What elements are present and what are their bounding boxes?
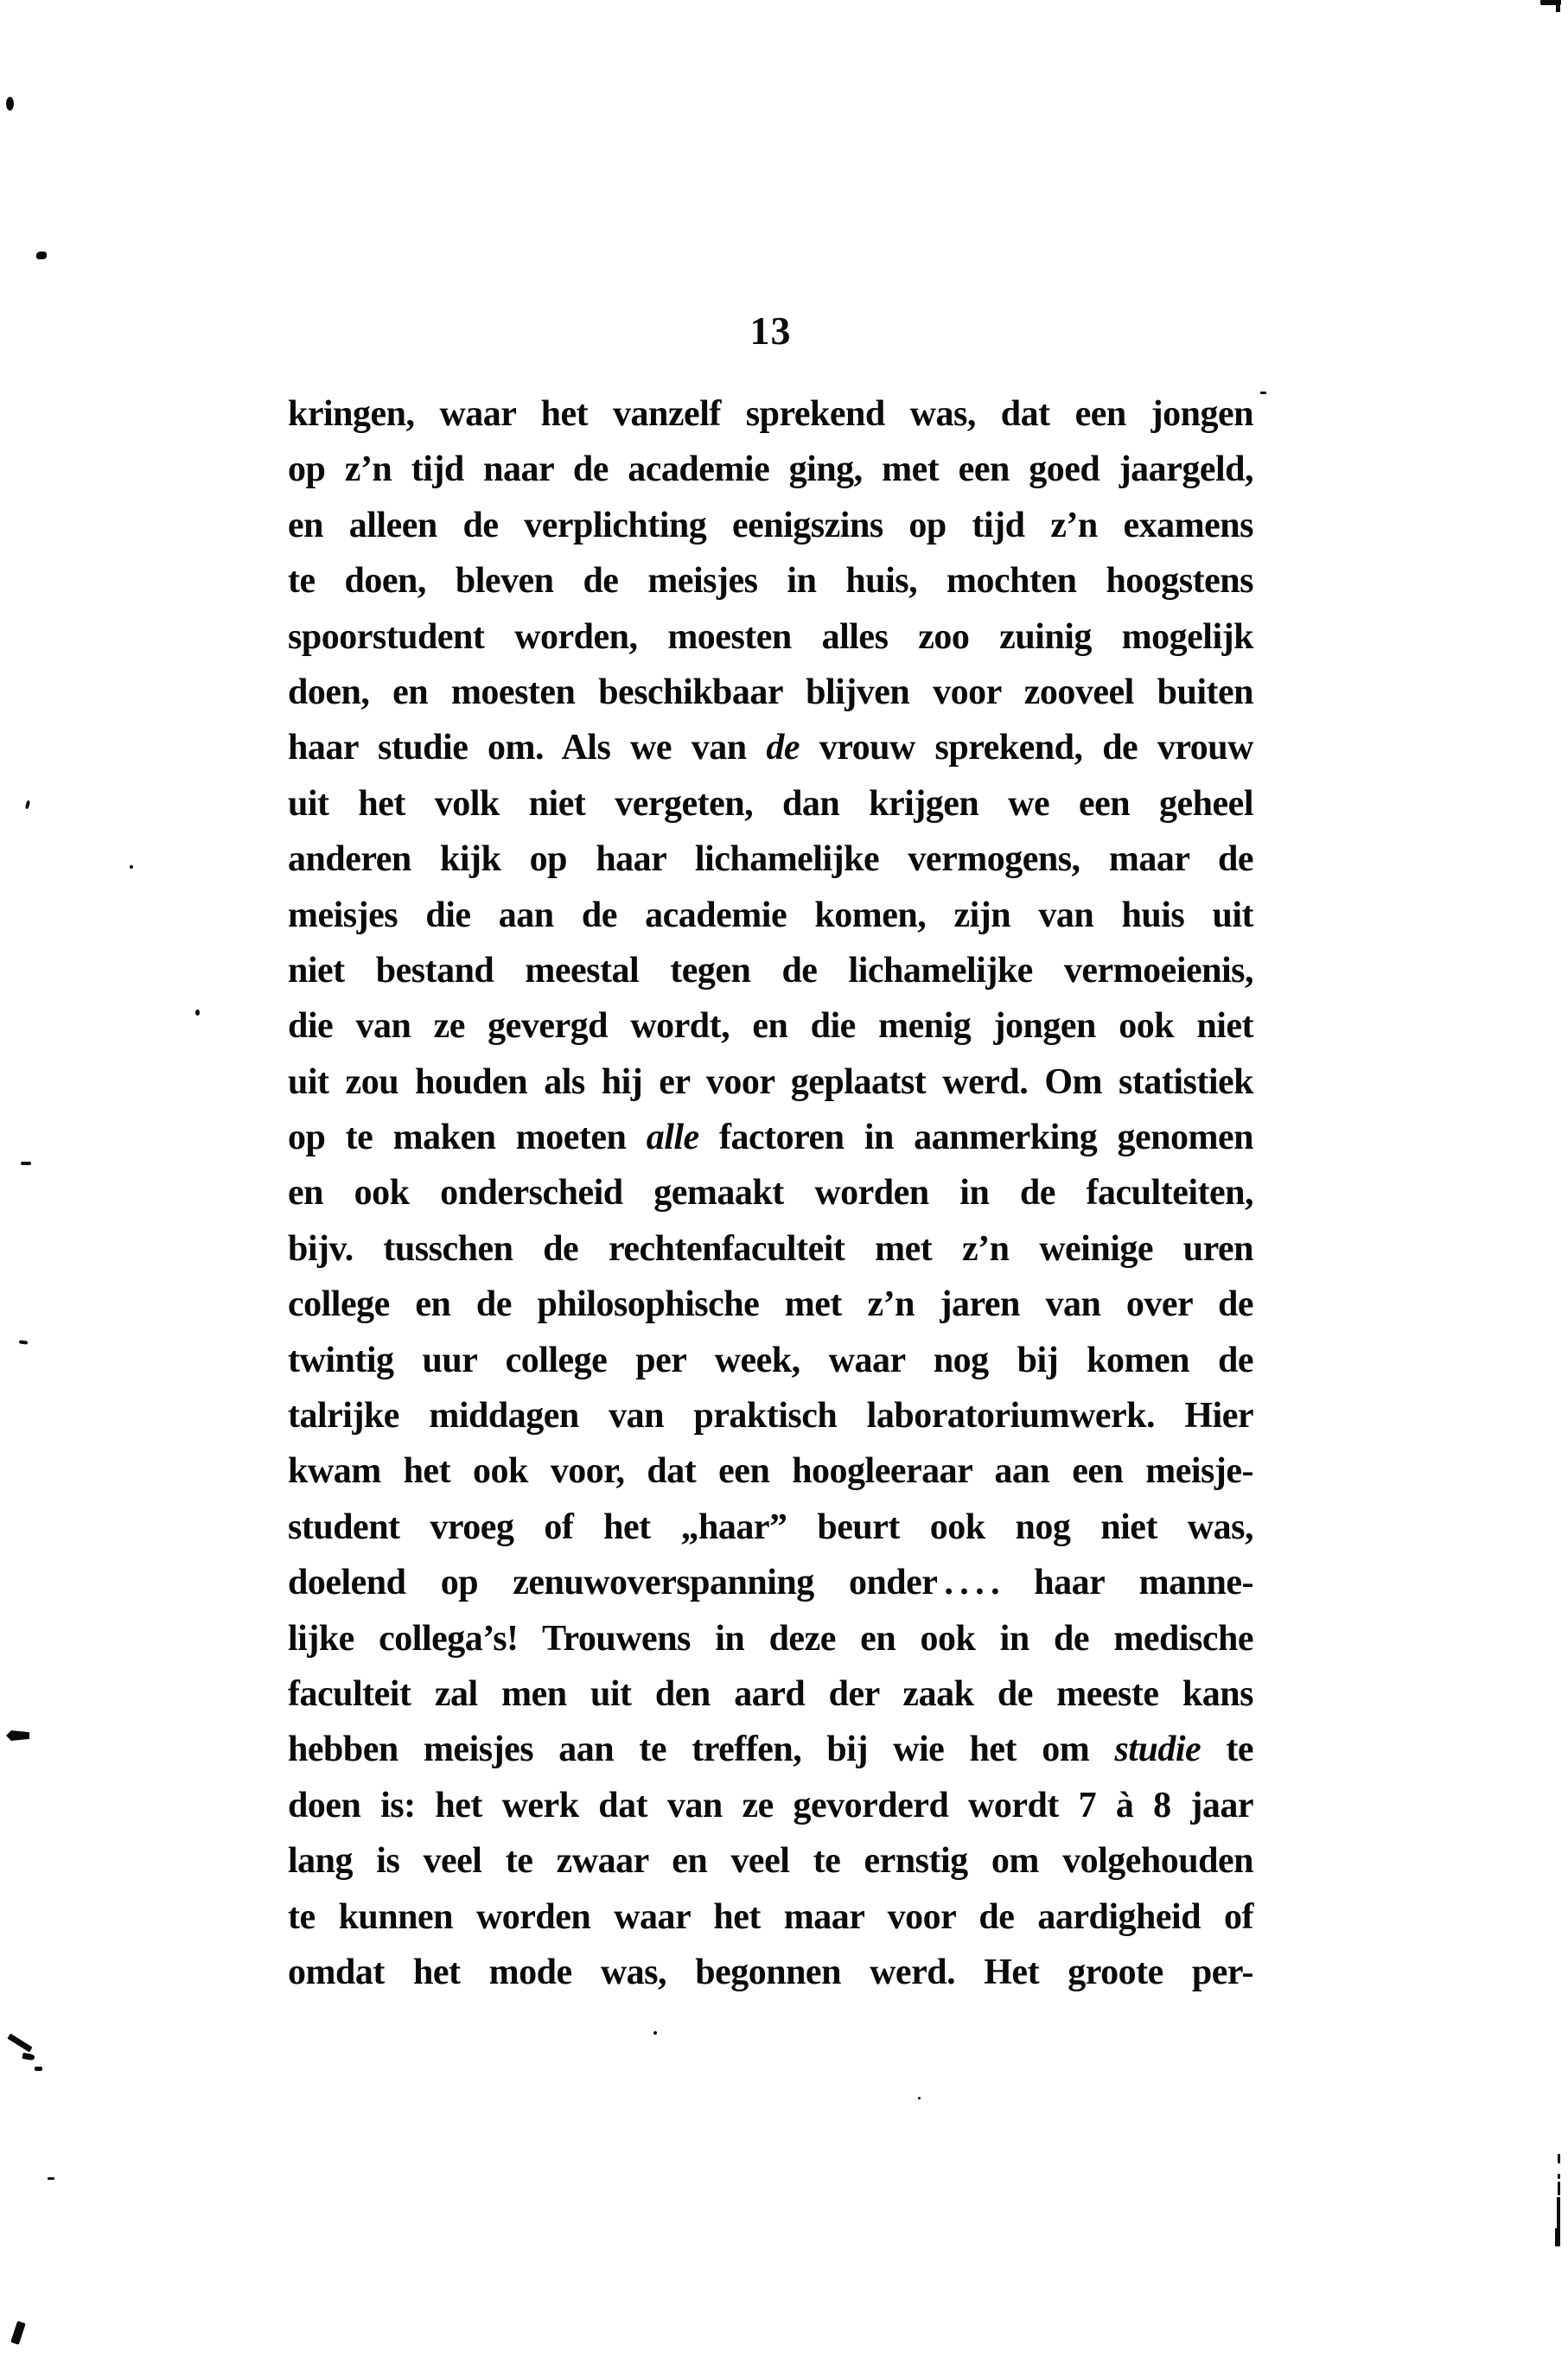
ink-dash: [35, 2067, 42, 2071]
ink-blob: [22, 2053, 35, 2061]
ink-corner-bar: [1556, 3, 1560, 12]
text-segment: vrouw sprekend, de vrouw: [799, 728, 1253, 768]
text-line: [288, 1277, 1253, 1332]
text-line: [288, 1500, 1253, 1555]
page-number: 13: [749, 309, 792, 353]
text-line: [288, 1945, 1253, 2000]
text-segment: en alleen de verplichting eenigszins op tijd z’n examens: [288, 505, 1253, 545]
text-segment: kwam het ook voor, dat een hoogleeraar aan een meisje-: [288, 1451, 1253, 1492]
text-segment: die van ze gevergd wordt, en die menig jongen ook niet: [288, 1006, 1253, 1047]
italic-text-segment: de: [766, 728, 800, 768]
text-segment: uit het volk niet vergeten, dan krijgen we een geheel: [288, 783, 1253, 824]
text-line: [288, 1611, 1253, 1666]
text-segment: te kunnen worden waar het maar voor de aardigheid of: [288, 1896, 1253, 1937]
ink-dot: [195, 1010, 200, 1016]
text-line: [288, 1388, 1253, 1443]
text-line: [288, 1778, 1253, 1833]
text-segment: te doen, bleven de meisjes in huis, mochten hoogstens: [288, 561, 1253, 602]
text-segment: talrijke middagen van praktisch laboratoriumwerk. Hier: [288, 1396, 1253, 1437]
text-segment: uit zou houden als hij er voor geplaatst werd. Om statistiek: [288, 1061, 1253, 1102]
text-segment: en ook onderscheid gemaakt worden in de faculteiten,: [288, 1173, 1253, 1214]
text-segment: niet bestand meestal tegen de lichamelijke vermoeienis,: [288, 950, 1253, 991]
text-segment: doen is: het werk dat van ze gevorderd wordt 7 à 8 jaar: [288, 1785, 1253, 1825]
ink-vline-dash: [1558, 2174, 1560, 2179]
text-line: [288, 498, 1253, 553]
text-line: [288, 1666, 1253, 1722]
text-line: [288, 386, 1253, 442]
ink-dot: [918, 2097, 921, 2099]
ink-dash: [21, 1162, 31, 1165]
text-segment: student vroeg of het „haar” beurt ook nog niet was,: [288, 1507, 1253, 1547]
ink-wedge: [6, 1730, 29, 1741]
text-line: [288, 1110, 1253, 1165]
text-line: [288, 998, 1253, 1054]
text-line: [288, 1333, 1253, 1388]
text-segment: bijv. tusschen de rechtenfaculteit met z’n weinige uren: [288, 1228, 1253, 1269]
text-line: [288, 943, 1253, 998]
ink-vline-dash: [1558, 2182, 1560, 2195]
text-line: [288, 1165, 1253, 1220]
text-segment: doelend op zenuwoverspanning onder . . . . haar manne-: [288, 1563, 1253, 1603]
text-segment: twintig uur college per week, waar nog bij komen de: [288, 1340, 1253, 1380]
ink-blob: [6, 97, 14, 111]
text-segment: te: [1201, 1730, 1253, 1770]
text-segment: college en de philosophische met z’n jaren van over de: [288, 1284, 1253, 1325]
text-line: [288, 776, 1253, 831]
text-segment: meisjes die aan de academie komen, zijn van huis uit: [288, 895, 1253, 935]
ink-dash: [19, 1340, 28, 1344]
text-line: [288, 1833, 1253, 1889]
text-line: [288, 888, 1253, 943]
ink-dot: [653, 2031, 657, 2035]
italic-text-segment: studie: [1114, 1730, 1201, 1770]
ink-dash: [48, 2177, 54, 2180]
text-line: [288, 442, 1253, 497]
text-line: [288, 1054, 1253, 1110]
text-segment: anderen kijk op haar lichamelijke vermogens, maar de: [288, 839, 1253, 880]
ink-blob: [36, 252, 47, 259]
ink-dot: [130, 865, 133, 869]
ink-vline: [1557, 2197, 1560, 2230]
text-segment: factoren in aanmerking genomen: [698, 1118, 1253, 1158]
text-segment: spoorstudent worden, moesten alles zoo zuinig mogelijk: [288, 616, 1253, 657]
ink-vline-dash: [1558, 2154, 1560, 2163]
text-segment: op z’n tijd naar de academie ging, met een goed jaargeld,: [288, 449, 1253, 490]
text-line: [288, 665, 1253, 720]
text-segment: lijke collega’s! Trouwens in deze en ook in de medische: [288, 1618, 1253, 1659]
text-line: [288, 553, 1253, 608]
text-segment: omdat het mode was, begonnen werd. Het groote per-: [288, 1952, 1253, 1992]
text-line: [288, 720, 1253, 775]
text-segment: doen, en moesten beschikbaar blijven voor zooveel buiten: [288, 672, 1253, 712]
text-line: [288, 1443, 1253, 1499]
ink-tick: [25, 800, 30, 810]
text-line: [288, 609, 1253, 665]
italic-text-segment: alle: [646, 1118, 699, 1158]
text-line: [288, 1221, 1253, 1277]
ink-dash: [1260, 392, 1266, 394]
text-line: [288, 1889, 1253, 1945]
text-line: [288, 831, 1253, 887]
body-text-block: [288, 386, 1253, 2000]
text-line: [288, 1722, 1253, 1777]
text-segment: faculteit zal men uit den aard der zaak de meeste kans: [288, 1673, 1253, 1714]
ink-vline: [1555, 2228, 1560, 2246]
text-segment: lang is veel te zwaar en veel te ernstig om volgehouden: [288, 1841, 1253, 1882]
text-segment: op te maken moeten: [288, 1118, 647, 1158]
text-line: [288, 1555, 1253, 1610]
text-segment: hebben meisjes aan te treffen, bij wie het om: [288, 1730, 1115, 1770]
ink-stroke: [10, 2321, 26, 2345]
text-segment: kringen, waar het vanzelf sprekend was, dat een jongen: [288, 394, 1253, 434]
text-segment: haar studie om. Als we van: [288, 728, 767, 768]
ink-stroke: [7, 2034, 32, 2053]
